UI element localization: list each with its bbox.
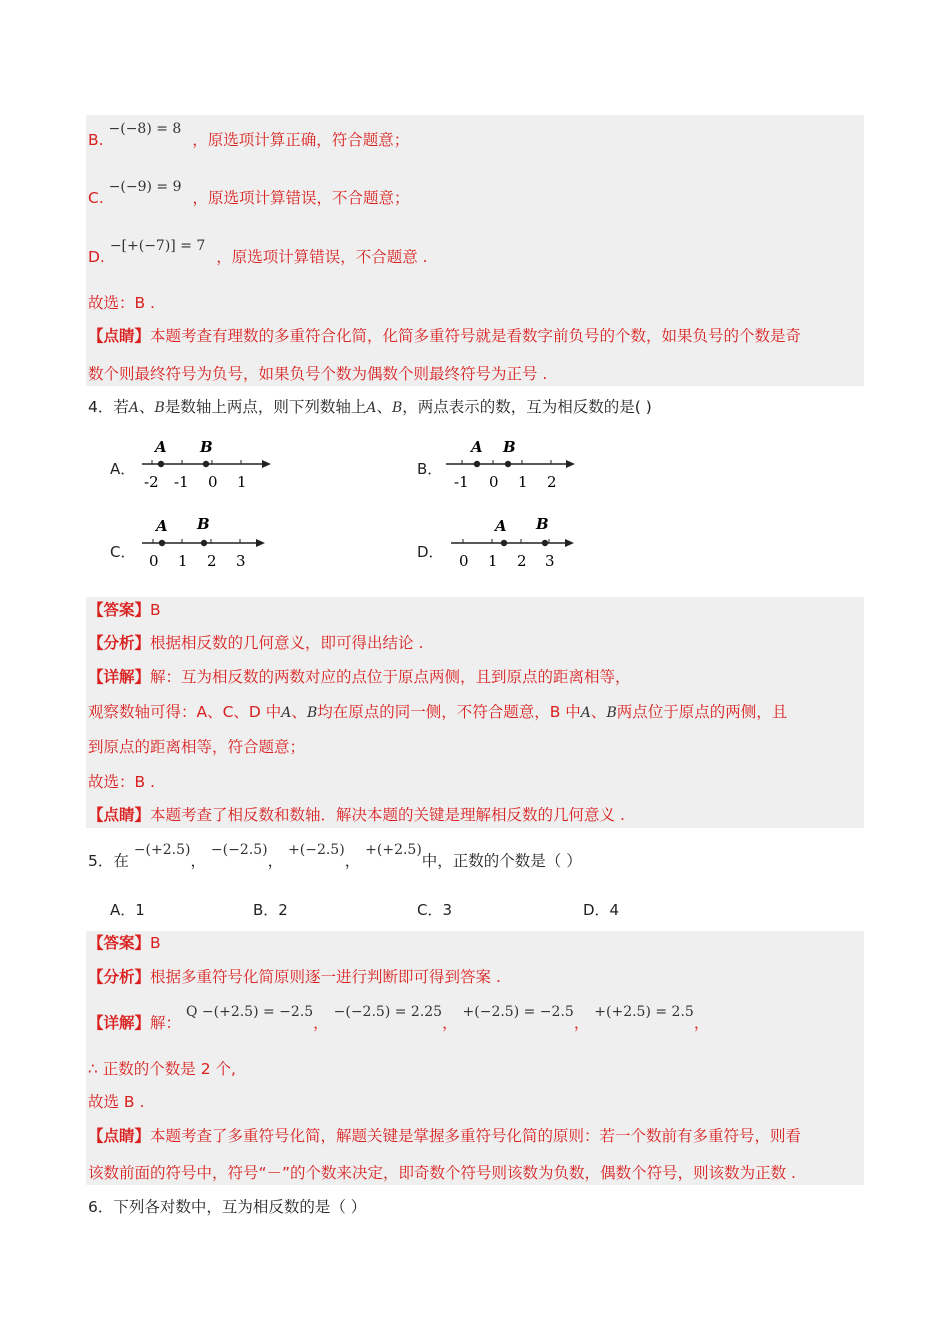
tick-label: 1 (178, 552, 188, 570)
q4-choice: 故选：B . (88, 773, 155, 791)
q5-analysis: 【分析】根据多重符号化简原则逐一进行判断即可得到答案 . (88, 968, 501, 986)
point-b (505, 461, 511, 467)
point-a (158, 461, 164, 467)
option-label: A． (110, 460, 136, 478)
q4-detail: 【详解】解：互为相反数的两数对应的点位于原点两侧，且到原点的距离相等， (88, 668, 631, 686)
tick-label: -2 (144, 473, 159, 491)
q4-answer: 【答案】B (88, 601, 161, 619)
q5-stem: 5．在 −(+2.5)， −(−2.5)， +(−2.5)， +(+2.5)中，正数的个数是（ ） (88, 842, 582, 870)
label-a: A (471, 438, 483, 456)
q5-note-line1: 【点睛】本题考查了多重符号化简，解题关键是掌握多重符号化简的原则：若一个数前有多重符号，则看 (88, 1127, 802, 1145)
q4-observation: 观察数轴可得：A、C、D 中A、B均在原点的同一侧，不符合题意，B 中A、B两点位于原点的两侧，且 (88, 703, 788, 721)
label-a: A (156, 517, 168, 535)
tick-label: 3 (236, 552, 246, 570)
tick-label: 0 (208, 473, 218, 491)
label-b: B (536, 515, 549, 533)
q4-option-b[interactable] (417, 458, 442, 479)
option-c-explanation: C. −(−9) = 9 ，原选项计算错误，不合题意； (88, 179, 410, 207)
q6-stem: 6．下列各对数中，互为相反数的是（ ） (88, 1198, 367, 1216)
point-b (203, 461, 209, 467)
label-b: B (503, 438, 516, 456)
q4-observation-line2: 到原点的距离相等，符合题意； (88, 738, 306, 756)
q5-option-d[interactable]: D．4 (583, 901, 620, 919)
tick-label: 0 (459, 552, 469, 570)
point-b (201, 540, 207, 546)
tick-label: 0 (149, 552, 159, 570)
q5-therefore: ∴ 正数的个数是 2 个, (88, 1060, 236, 1078)
q5-option-c[interactable]: C．3 (417, 901, 453, 919)
q5-answer: 【答案】B (88, 934, 161, 952)
option-b-explanation: B. −(−8) = 8 ，原选项计算正确，符合题意； (88, 121, 410, 149)
tick-label: 2 (547, 473, 557, 491)
q5-detail: 【详解】解： Q −(+2.5) = −2.5， −(−2.5) = 2.25， +(−2.5) = −2.5， +(+2.5) = 2.5， (88, 1004, 710, 1032)
tick-label: 1 (518, 473, 528, 491)
option-label: C． (110, 543, 136, 561)
tick-label: 2 (207, 552, 217, 570)
label-b: B (200, 438, 213, 456)
tick-label: 3 (545, 552, 555, 570)
number-line-d (447, 514, 582, 572)
q5-note-line2: 该数前面的符号中，符号“－”的个数来决定，即奇数个符号则该数为负数，偶数个符号，则该数为正数 . (88, 1164, 796, 1182)
tick-label: 1 (237, 473, 247, 491)
q3-note-line1: 【点睛】本题考查有理数的多重符合化简，化简多重符号就是看数字前负号的个数，如果负号的个数是奇 (88, 327, 802, 345)
option-label: B． (417, 460, 443, 478)
label-a: A (495, 517, 507, 535)
point-a (474, 461, 480, 467)
option-label: D． (417, 543, 444, 561)
q3-choice: 故选：B . (88, 294, 155, 312)
number-line-c (138, 514, 273, 572)
q5-option-a[interactable]: A．1 (110, 901, 145, 919)
point-a (159, 540, 165, 546)
tick-label: 2 (517, 552, 527, 570)
q5-choice: 故选 B . (88, 1093, 145, 1111)
label-b: B (197, 515, 210, 533)
point-b (542, 540, 548, 546)
option-d-explanation: D. −[+(−7)] = 7 ，原选项计算错误，不合题意 . (88, 238, 428, 266)
tick-label: 1 (488, 552, 498, 570)
q4-option-a[interactable] (110, 458, 135, 479)
q3-note-line2: 数个则最终符号为负号，如果负号个数为偶数个则最终符号为正号 . (88, 365, 548, 383)
tick-label: 0 (489, 473, 499, 491)
point-a (501, 540, 507, 546)
tick-label: -1 (454, 473, 469, 491)
q4-stem: 4．若A、B是数轴上两点，则下列数轴上A、B，两点表示的数，互为相反数的是( ) (88, 398, 652, 416)
number-line-b (442, 435, 582, 493)
q4-note: 【点睛】本题考查了相反数和数轴．解决本题的关键是理解相反数的几何意义 . (88, 806, 625, 824)
q5-option-b[interactable]: B．2 (253, 901, 288, 919)
q4-analysis: 【分析】根据相反数的几何意义，即可得出结论 . (88, 634, 424, 652)
q4-option-d[interactable] (417, 541, 444, 562)
label-a: A (155, 438, 167, 456)
q4-option-c[interactable] (110, 541, 135, 562)
number-line-a (138, 435, 278, 493)
tick-label: -1 (174, 473, 189, 491)
